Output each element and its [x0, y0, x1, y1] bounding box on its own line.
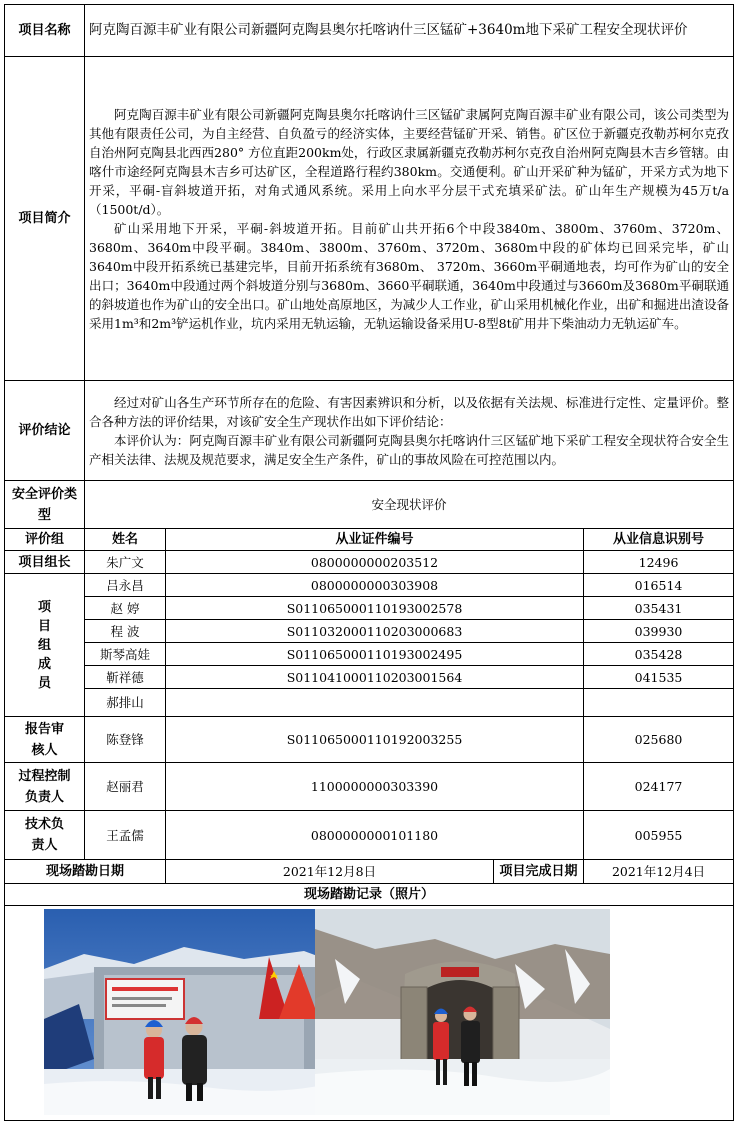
member-name: 程 波	[85, 620, 166, 643]
survey-date-label: 现场踏勘日期	[5, 860, 166, 884]
tech-label-text: 技术负责人	[24, 817, 64, 853]
conclusion-content	[85, 381, 734, 481]
process-id: 024177	[584, 763, 734, 811]
process-label-text: 过程控制负责人	[18, 768, 71, 805]
member-id: 041535	[584, 666, 734, 689]
reviewer-label-text: 报告审核人	[24, 721, 64, 758]
eval-type-value: 安全现状评价	[85, 481, 734, 529]
member-id: 035428	[584, 643, 734, 666]
survey-date-value: 2021年12月8日	[166, 860, 494, 884]
conclusion-label: 评价结论	[5, 381, 85, 481]
member-cert: 0800000000303908	[166, 574, 584, 597]
intro-paragraph-1: 阿克陶百源丰矿业有限公司新疆阿克陶县奥尔托喀讷什三区锰矿隶属阿克陶百源丰矿业有限公司，该公司类型为其他有限责任公司，为自主经营、自负盈亏的经济实体，主要经营锰矿开采、销售。矿区位于新疆克孜勒苏柯尔克孜自治州阿克陶县北西西280° 方位直距200km处，行政区隶属新疆克孜勒苏柯尔克孜自治州阿克陶县木吉乡管辖。由喀什市途经阿克陶县木吉乡可达矿区，全程道路行程约380km。交通便利。矿山开采矿种为锰矿，开采方式为地下开采，平硐-盲斜坡道开拓，对角式通风系统。采用上向水平分层干式充填采矿法。矿山年生产规模为45万t/a（1500t/d）。	[89, 106, 730, 217]
header-group: 评价组	[5, 529, 85, 551]
conclusion-paragraph-2: 本评价认为：阿克陶百源丰矿业有限公司新疆阿克陶县奥尔托喀讷什三区锰矿地下采矿工程安全现状符合安全生产相关法律、法规及规范要求，满足安全生产条件，矿山的事故风险在可控范围以内。	[89, 432, 730, 467]
members-label-text: 项目组成员	[37, 599, 51, 691]
photos-cell	[5, 906, 734, 1121]
project-intro-content	[85, 57, 734, 381]
reviewer-cert: S011065000110192003255	[166, 717, 584, 763]
process-name: 赵丽君	[85, 763, 166, 811]
site-photo-tunnel	[315, 909, 610, 1115]
member-name: 斯琴高娃	[85, 643, 166, 666]
member-cert: S011065000110193002495	[166, 643, 584, 666]
member-id: 035431	[584, 597, 734, 620]
reviewer-name: 陈登锋	[85, 717, 166, 763]
member-cert: S011032000110203000683	[166, 620, 584, 643]
member-cert: S011041000110203001564	[166, 666, 584, 689]
process-label	[5, 763, 85, 811]
project-name-label: 项目名称	[5, 5, 85, 57]
complete-date-label: 项目完成日期	[494, 860, 584, 884]
member-cert: S011065000110193002578	[166, 597, 584, 620]
tech-label	[5, 811, 85, 860]
tech-id: 005955	[584, 811, 734, 860]
member-name: 吕永昌	[85, 574, 166, 597]
intro-paragraph-2: 矿山采用地下开采，平硐-斜坡道开拓。目前矿山共开拓6个中段3840m、3800m、3760m、3720m、3680m、3640m中段平硐。3840m、3800m、3760m、3720m、3680m中段的矿体均已回采完毕，矿山3640m中段开拓系统已基建完毕，目前开拓系统有3680m、 3720m、3660m平硐通地表，均可作为矿山的安全出口；3640m中段通过两个斜坡道分别与3680m、3660平硐联通，3640m中段通过与3660m及3680m平硐联通的斜坡道也作为矿山的安全出口。矿山地处高原地区，为减少人工作业，矿山采用机械化作业，出矿和掘进出渣设备采用1m³和2m³铲运机作业，坑内采用无轨运输，无轨运输设备采用U-8型8t矿用井下柴油动力无轨运矿车。	[89, 220, 730, 331]
members-label	[5, 574, 85, 717]
tech-name: 王孟儒	[85, 811, 166, 860]
project-info-table	[4, 4, 734, 1121]
photos-title: 现场踏勘记录（照片）	[5, 884, 734, 906]
complete-date-value: 2021年12月4日	[584, 860, 734, 884]
eval-type-label: 安全评价类型	[5, 481, 85, 529]
member-name: 赵 婷	[85, 597, 166, 620]
member-name: 靳祥德	[85, 666, 166, 689]
process-cert: 1100000000303390	[166, 763, 584, 811]
leader-label: 项目组长	[5, 551, 85, 574]
member-id	[584, 689, 734, 717]
leader-name: 朱广文	[85, 551, 166, 574]
project-intro-label: 项目简介	[5, 57, 85, 381]
reviewer-label	[5, 717, 85, 763]
reviewer-id: 025680	[584, 717, 734, 763]
conclusion-paragraph-1: 经过对矿山各生产环节所存在的危险、有害因素辨识和分析，以及依据有关法规、标准进行定性、定量评价。整合各种方法的评价结果，对该矿安全生产现状作出如下评价结论：	[89, 394, 730, 429]
member-name: 郝排山	[85, 689, 166, 717]
leader-id: 12496	[584, 551, 734, 574]
leader-cert: 0800000000203512	[166, 551, 584, 574]
header-name: 姓名	[85, 529, 166, 551]
member-cert	[166, 689, 584, 717]
site-photo-building	[44, 909, 339, 1115]
tech-cert: 0800000000101180	[166, 811, 584, 860]
member-id: 039930	[584, 620, 734, 643]
header-cert: 从业证件编号	[166, 529, 584, 551]
member-id: 016514	[584, 574, 734, 597]
project-name-value: 阿克陶百源丰矿业有限公司新疆阿克陶县奥尔托喀讷什三区锰矿+3640m地下采矿工程安全现状评价	[85, 5, 734, 57]
header-info-id: 从业信息识别号	[584, 529, 734, 551]
